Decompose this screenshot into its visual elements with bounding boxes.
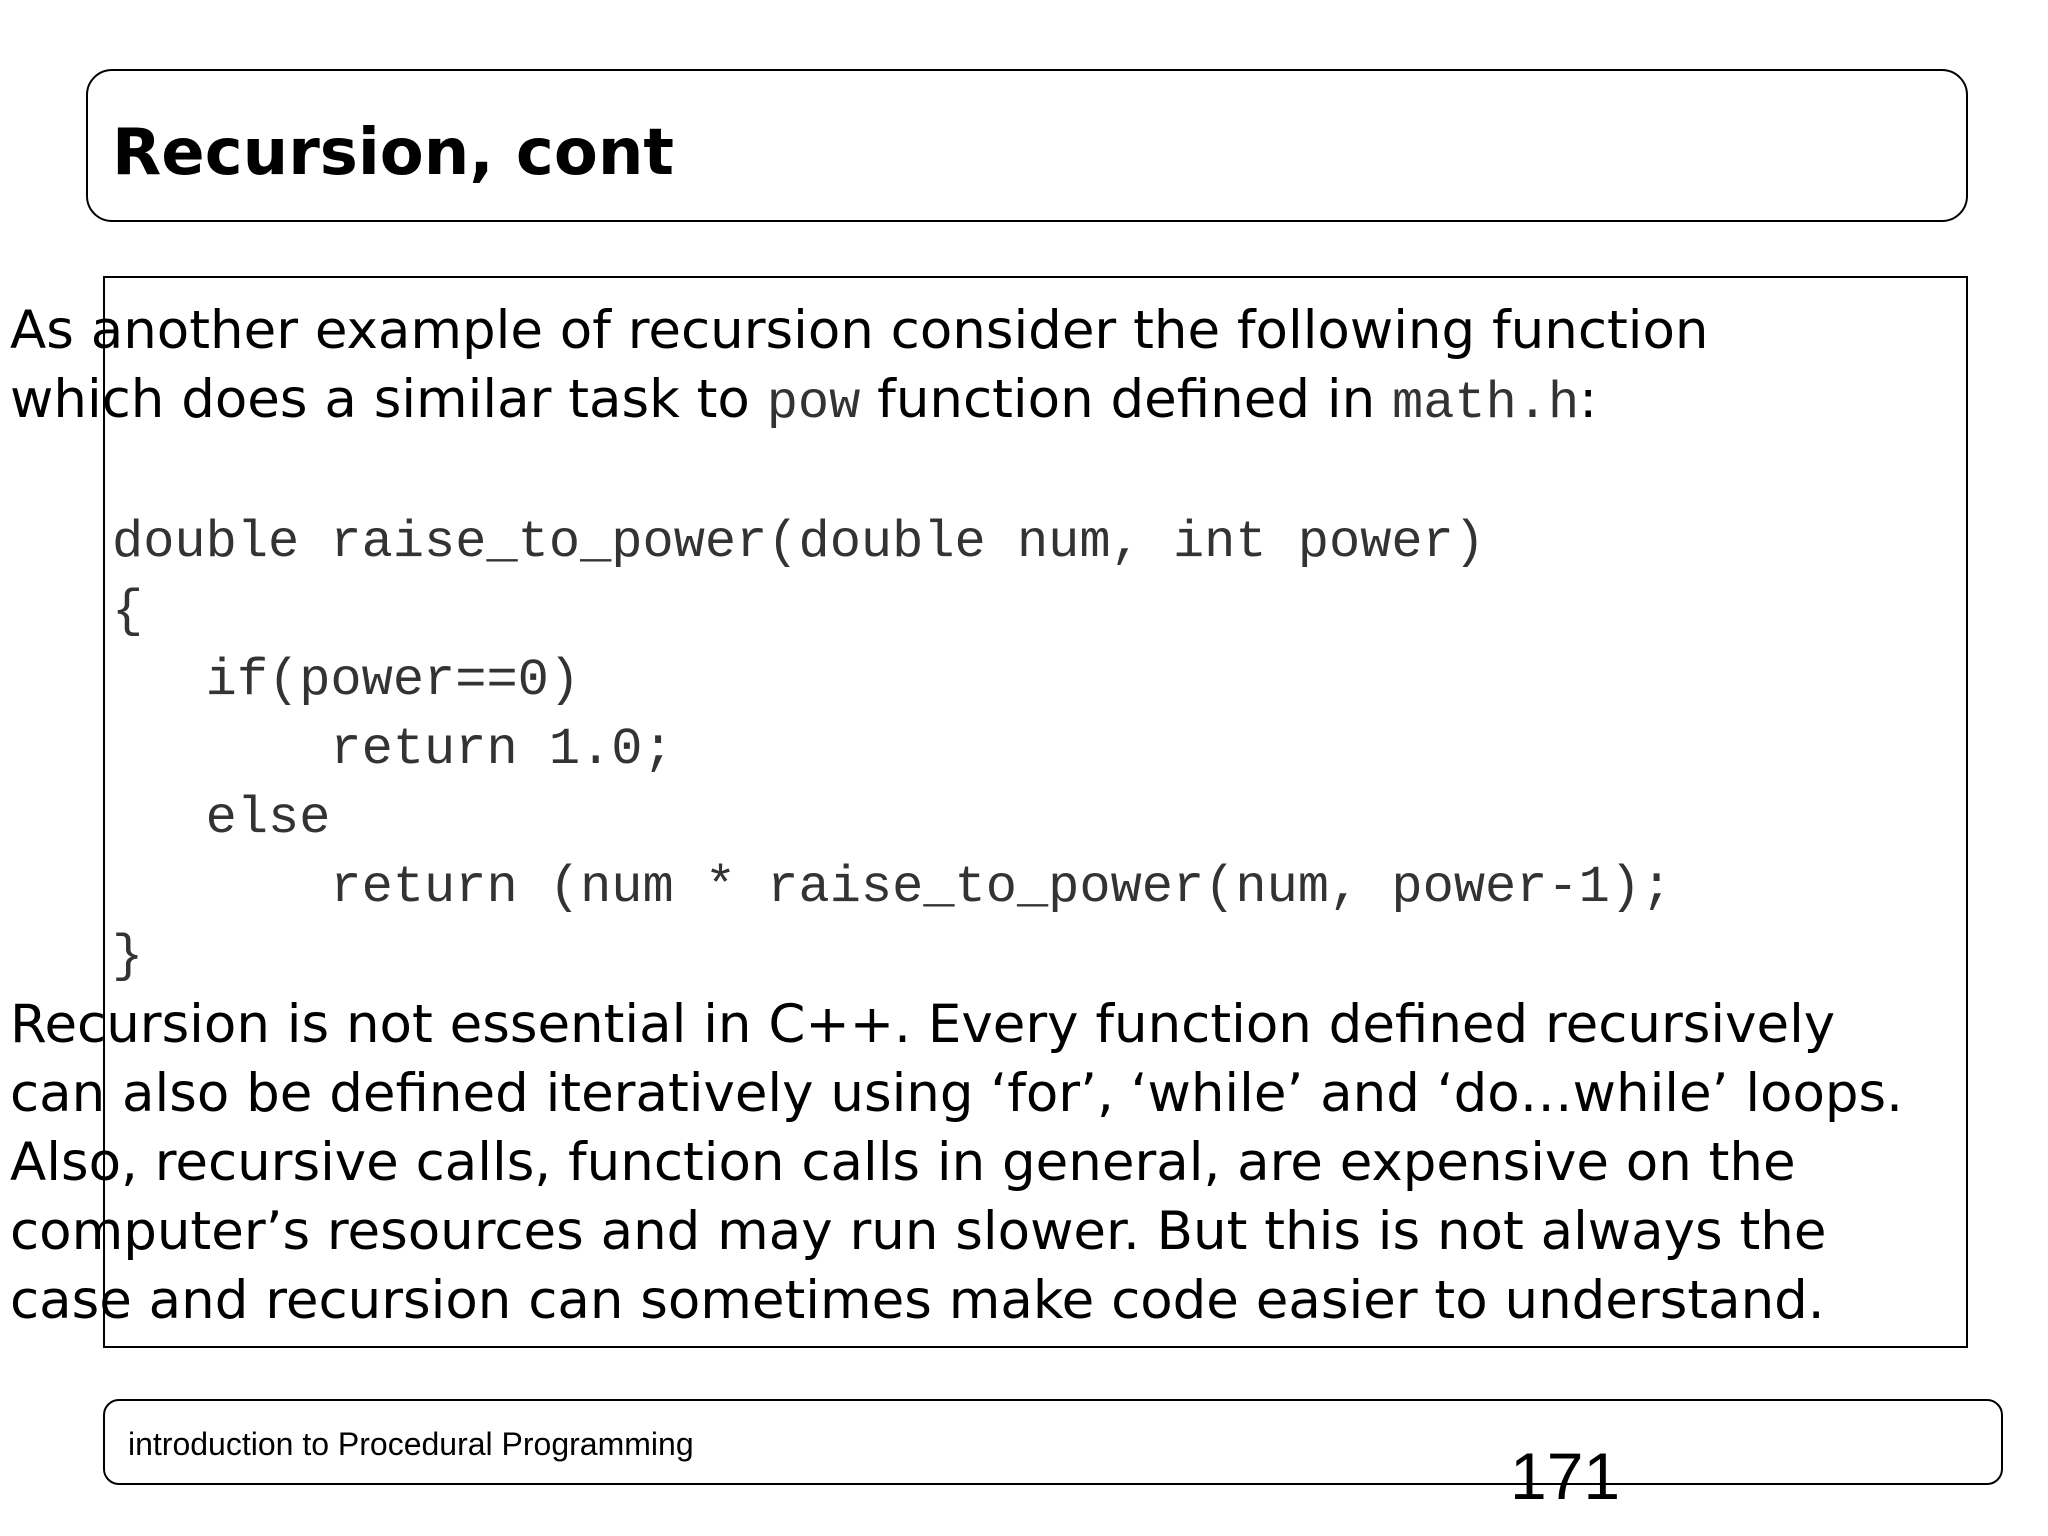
code-line: return 1.0; <box>112 720 674 779</box>
conclusion-paragraph <box>10 990 1903 1335</box>
course-name: introduction to Procedural Programming <box>128 1426 694 1462</box>
intro-line-2-start: which does a similar task to <box>10 369 767 430</box>
page-number: 171 <box>1510 1439 1621 1513</box>
pow-code-term: pow <box>766 374 861 433</box>
slide-title: Recursion, cont <box>112 116 674 190</box>
code-line: return (num * raise_to_power(num, power-1); <box>112 858 1673 917</box>
intro-line-1: As another example of recursion consider the following function <box>10 300 1709 361</box>
conclusion-line: Also, recursive calls, function calls in general, are expensive on the <box>10 1132 1796 1193</box>
code-line: double raise_to_power(double num, int power) <box>112 513 1486 572</box>
conclusion-line: case and recursion can sometimes make code easier to understand. <box>10 1270 1825 1331</box>
code-line: } <box>112 927 144 986</box>
conclusion-line: can also be defined iteratively using ‘for’, ‘while’ and ‘do…while’ loops. <box>10 1063 1904 1124</box>
intro-line-2-end: : <box>1579 369 1598 430</box>
conclusion-line: computer’s resources and may run slower. But this is not always the <box>10 1201 1827 1262</box>
code-block <box>112 508 1672 991</box>
intro-paragraph <box>10 296 1709 438</box>
conclusion-line: Recursion is not essential in C++. Every function defined recursively <box>10 994 1836 1055</box>
code-line: else <box>112 789 331 848</box>
math-header-code-term: math.h <box>1392 374 1580 433</box>
code-line: { <box>112 582 144 641</box>
intro-line-2-middle: function defined in <box>860 369 1393 430</box>
code-line: if(power==0) <box>112 651 581 710</box>
